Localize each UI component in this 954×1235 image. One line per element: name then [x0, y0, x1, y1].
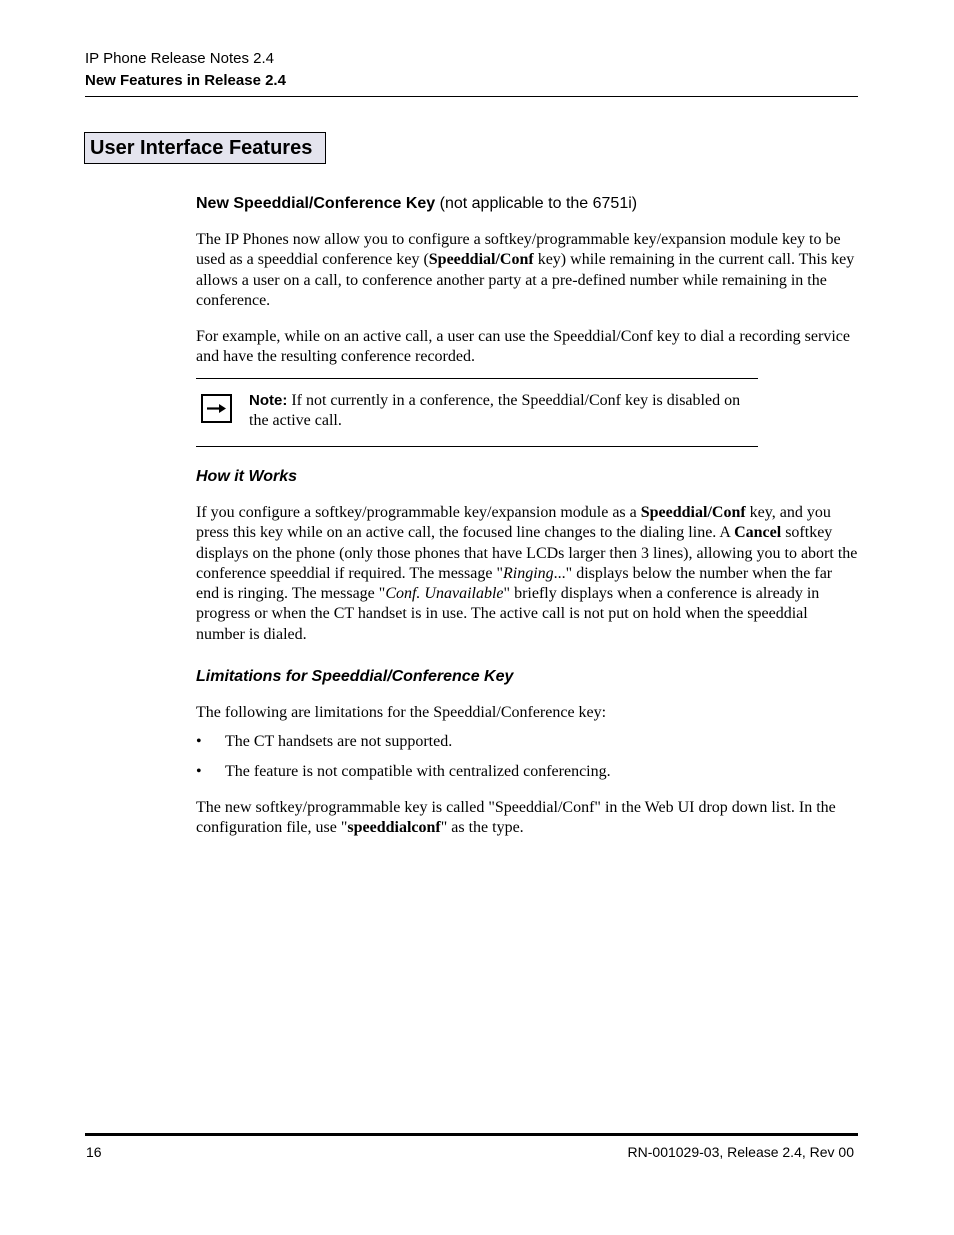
note-body: If not currently in a conference, the Speeddial/Conf key is disabled on the active call. [249, 392, 741, 430]
feature-heading-note: (not applicable to the 6751i) [435, 195, 638, 212]
text-run: " as the type. [440, 819, 524, 837]
how-it-works-paragraph [196, 503, 858, 645]
running-header-title: IP Phone Release Notes 2.4 [85, 50, 275, 67]
list-item-text: The feature is not compatible with centralized conferencing. [225, 763, 611, 780]
note-label: Note: [249, 392, 288, 409]
limitations-heading: Limitations for Speeddial/Conference Key [196, 668, 514, 685]
footer-divider [85, 1133, 858, 1136]
text-run: key, and you press this key while on an active call, the focused line changes to the dialing line. A [196, 504, 831, 542]
limitations-closing [196, 798, 858, 839]
how-it-works-heading: How it Works [196, 468, 298, 485]
section-title-box [84, 132, 326, 164]
text-run: If you configure a softkey/programmable key/expansion module as a [196, 504, 641, 521]
text-run: softkey displays on the phone (only those phones that have LCDs larger then 3 lines), allowing you to abort the conference speeddial if required. The message " [196, 524, 858, 582]
italic-term: Conf. Unavailable [385, 585, 504, 603]
note-text [249, 391, 754, 432]
running-header-subtitle: New Features in Release 2.4 [85, 72, 286, 89]
page-number: 16 [86, 1144, 102, 1160]
note-bottom-rule [196, 446, 758, 447]
arrow-right-icon [201, 394, 232, 423]
header-divider [85, 96, 858, 97]
bold-term: Speeddial/Conf [640, 504, 746, 521]
bold-term: Speeddial/Conf [428, 251, 534, 269]
feature-paragraph-2: For example, while on an active call, a user can use the Speeddial/Conf key to dial a recording service and have the resulting conference recorded. [196, 328, 850, 366]
feature-paragraph-1 [196, 230, 858, 311]
bullet-icon: • [196, 763, 202, 780]
feature-heading [196, 194, 637, 214]
bold-term: Cancel [734, 524, 782, 542]
italic-term: Ringing [502, 564, 554, 582]
text-run: The IP Phones now allow you to configure a softkey/programmable key/expansion module key to be used as a speeddial conference key ( [196, 231, 841, 269]
list-item-text: The CT handsets are not supported. [225, 733, 453, 750]
note-top-rule [196, 378, 758, 379]
text-run: key) while remaining in the current call. This key allows a user on a call, to conference another party at a pre-defined number while remaining in the conference. [196, 251, 855, 309]
bold-term: speeddialconf [347, 819, 441, 837]
text-run: The new softkey/programmable key is called "Speeddial/Conf" in the Web UI drop down list. In the configuration file, use " [196, 799, 836, 837]
text-run: " briefly displays when a conference is already in progress or when the CT handset is in use. The active call is not put on hold when the speeddial number is dialed. [196, 585, 820, 643]
limitations-intro: The following are limitations for the Speeddial/Conference key: [196, 704, 607, 721]
text-run: ..." displays below the number when the far end is ringing. The message " [196, 564, 833, 603]
document-reference: RN-001029-03, Release 2.4, Rev 00 [627, 1144, 854, 1160]
bullet-icon: • [196, 733, 202, 750]
feature-heading-bold: New Speeddial/Conference Key [196, 195, 436, 212]
section-title: User Interface Features [90, 137, 313, 159]
